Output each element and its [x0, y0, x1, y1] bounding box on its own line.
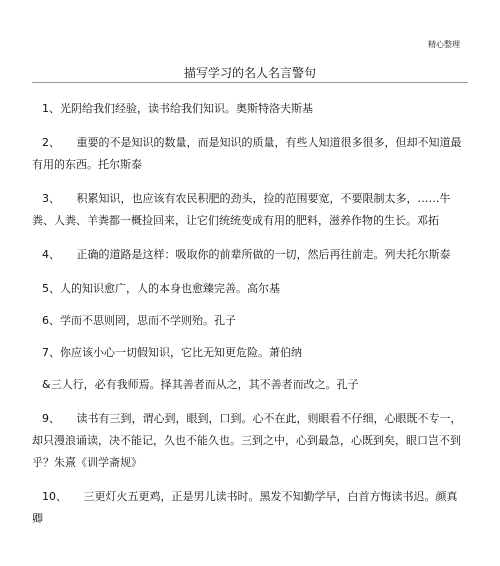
quote-paragraph-6: 6、学而不思则罔，思而不学则殆。孔子	[42, 314, 236, 327]
title-divider	[32, 82, 468, 83]
header-note: 精心整理	[428, 40, 460, 49]
quote-paragraph-4: 4、 正确的道路是这样：吸取你的前辈所做的一切，然后再往前走。列夫托尔斯泰	[42, 248, 451, 261]
quote-paragraph-1: 1、光阴给我们经验，读书给我们知识。奥斯特洛夫斯基	[42, 102, 313, 115]
quote-paragraph-9: 9、 读书有三到，谓心到，眼到，口到。心不在此，则眼看不仔细，心眼既不专一，却只漫浪诵读，决不能记，久也不能久也。三到之中，心到最急，心既到矣，眼口岂不到乎？朱熹《训学斋规》	[32, 412, 462, 469]
quote-paragraph-7: 7、你应该小心一切假知识，它比无知更危险。萧伯纳	[42, 346, 302, 359]
quote-paragraph-5: 5、人的知识愈广，人的本身也愈臻完善。高尔基	[42, 282, 280, 295]
quote-paragraph-10: 10、 三更灯火五更鸡，正是男儿读书时。黑发不知勤学早，白首方悔读书迟。颜真卿	[32, 490, 458, 525]
document-title: 描写学习的名人名言警句	[183, 66, 316, 80]
document-body	[32, 98, 468, 542]
quote-paragraph-2: 2、 重要的不是知识的数量，而是知识的质量，有些人知道很多很多，但却不知道最有用的东西。托尔斯泰	[32, 136, 462, 171]
quote-paragraph-8: &三人行，必有我师焉。择其善者而从之，其不善者而改之。孔子	[42, 378, 359, 391]
quote-paragraph-3: 3、 积累知识，也应该有农民积肥的劲头，捡的范围要宽，不要限制太多，……牛粪、人粪、羊粪都一概捡回来，让它们统统变成有用的肥料，滋养作物的生长。邓拓	[32, 192, 451, 227]
